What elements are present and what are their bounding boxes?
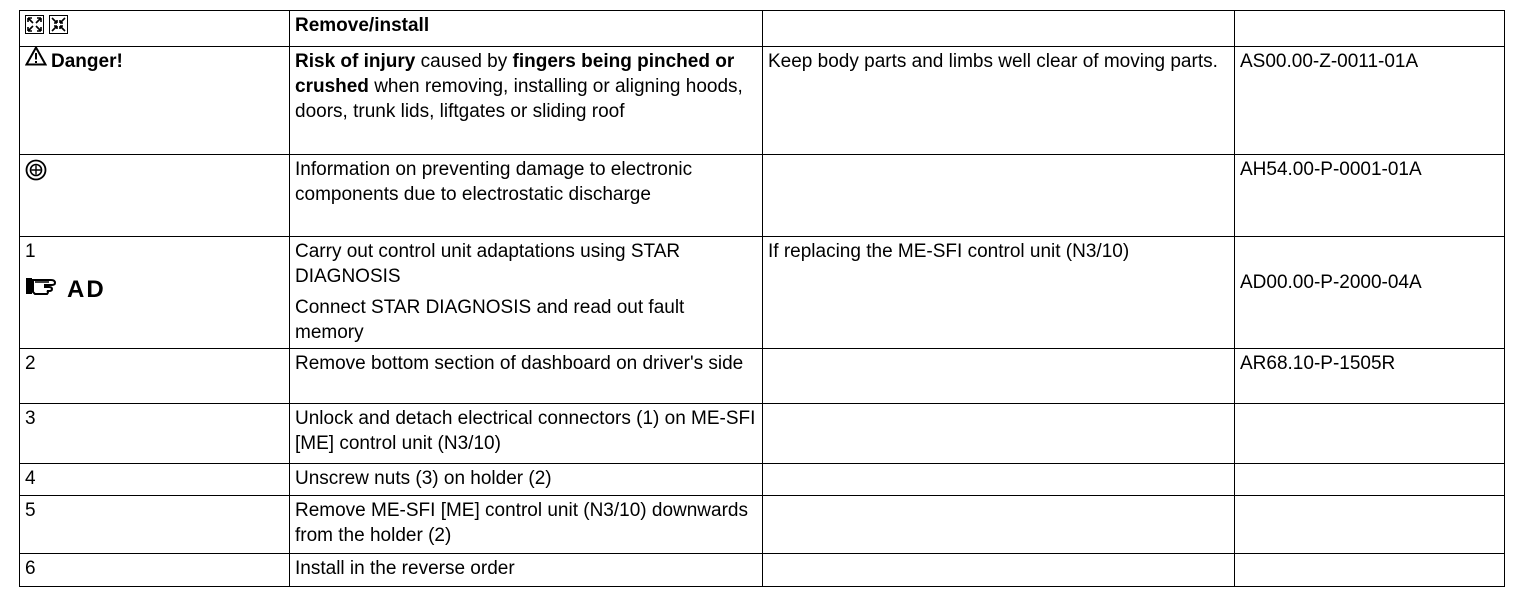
step-number-cell (20, 237, 290, 349)
step-ref-link[interactable] (1235, 464, 1505, 496)
step-number: 5 (20, 496, 290, 554)
step-note (763, 554, 1235, 587)
step-row (20, 496, 1505, 554)
step-number: 2 (20, 349, 290, 404)
step-row (20, 464, 1505, 496)
step-note (763, 404, 1235, 464)
pointing-hand-icon (25, 274, 65, 305)
step-ref-cell (1235, 237, 1505, 349)
procedure-table (19, 10, 1505, 587)
step-text: Remove ME-SFI [ME] control unit (N3/10) downwards from the holder (2) (290, 496, 763, 554)
step-subtext: Connect STAR DIAGNOSIS and read out fault memory (295, 297, 685, 343)
diagnosis-marker (25, 274, 284, 305)
danger-text: when removing, installing or aligning hoods, doors, trunk lids, liftgates or sliding roof (295, 76, 743, 122)
step-note: If replacing the ME-SFI control unit (N3/10) (763, 237, 1235, 349)
step-ref-link[interactable] (1235, 496, 1505, 554)
step-number: 3 (20, 404, 290, 464)
step-text: Install in the reverse order (290, 554, 763, 587)
step-ref-link[interactable] (1235, 554, 1505, 587)
install-icon (49, 15, 68, 34)
step-ref-link[interactable] (1235, 404, 1505, 464)
esd-icon-cell (20, 155, 290, 237)
danger-text: caused by (415, 51, 513, 72)
step-row (20, 349, 1505, 404)
esd-text: Information on preventing damage to electronic components due to electrostatic discharge (290, 155, 763, 237)
step-number: 4 (20, 464, 290, 496)
header-icons-cell (20, 11, 290, 47)
step-text: Unscrew nuts (3) on holder (2) (290, 464, 763, 496)
danger-text-bold: Risk of injury (295, 51, 416, 72)
step-number: 1 (25, 241, 36, 262)
danger-text-bold: fingers being pinched or crushed (295, 51, 735, 97)
esd-note-cell (763, 155, 1235, 237)
step-text: Carry out control unit adaptations using STAR DIAGNOSIS (295, 241, 681, 287)
esd-ref-link[interactable]: AH54.00-P-0001-01A (1235, 155, 1505, 237)
step-row (20, 404, 1505, 464)
diagnosis-label: AD (67, 276, 106, 303)
esd-warning-icon (25, 159, 47, 188)
header-row (20, 11, 1505, 47)
warning-triangle-icon (25, 46, 47, 73)
step-sub-ref-link[interactable]: AD00.00-P-2000-04A (1240, 272, 1422, 293)
header-empty-cell (763, 11, 1235, 47)
remove-icon (25, 15, 44, 34)
step-number: 6 (20, 554, 290, 587)
step-row (20, 554, 1505, 587)
step-row (20, 237, 1505, 349)
danger-label: Danger! (51, 51, 123, 72)
esd-row (20, 155, 1505, 237)
danger-note: Keep body parts and limbs well clear of moving parts. (763, 47, 1235, 155)
step-note (763, 496, 1235, 554)
danger-label-cell (20, 47, 290, 155)
header-title: Remove/install (290, 11, 763, 47)
danger-text-cell (290, 47, 763, 155)
step-ref-link[interactable]: AR68.10-P-1505R (1235, 349, 1505, 404)
step-text: Remove bottom section of dashboard on driver's side (290, 349, 763, 404)
step-text-cell (290, 237, 763, 349)
header-empty-cell (1235, 11, 1505, 47)
step-note (763, 349, 1235, 404)
danger-row (20, 47, 1505, 155)
danger-ref-link[interactable]: AS00.00-Z-0011-01A (1235, 47, 1505, 155)
step-text: Unlock and detach electrical connectors (1) on ME-SFI [ME] control unit (N3/10) (290, 404, 763, 464)
step-note (763, 464, 1235, 496)
